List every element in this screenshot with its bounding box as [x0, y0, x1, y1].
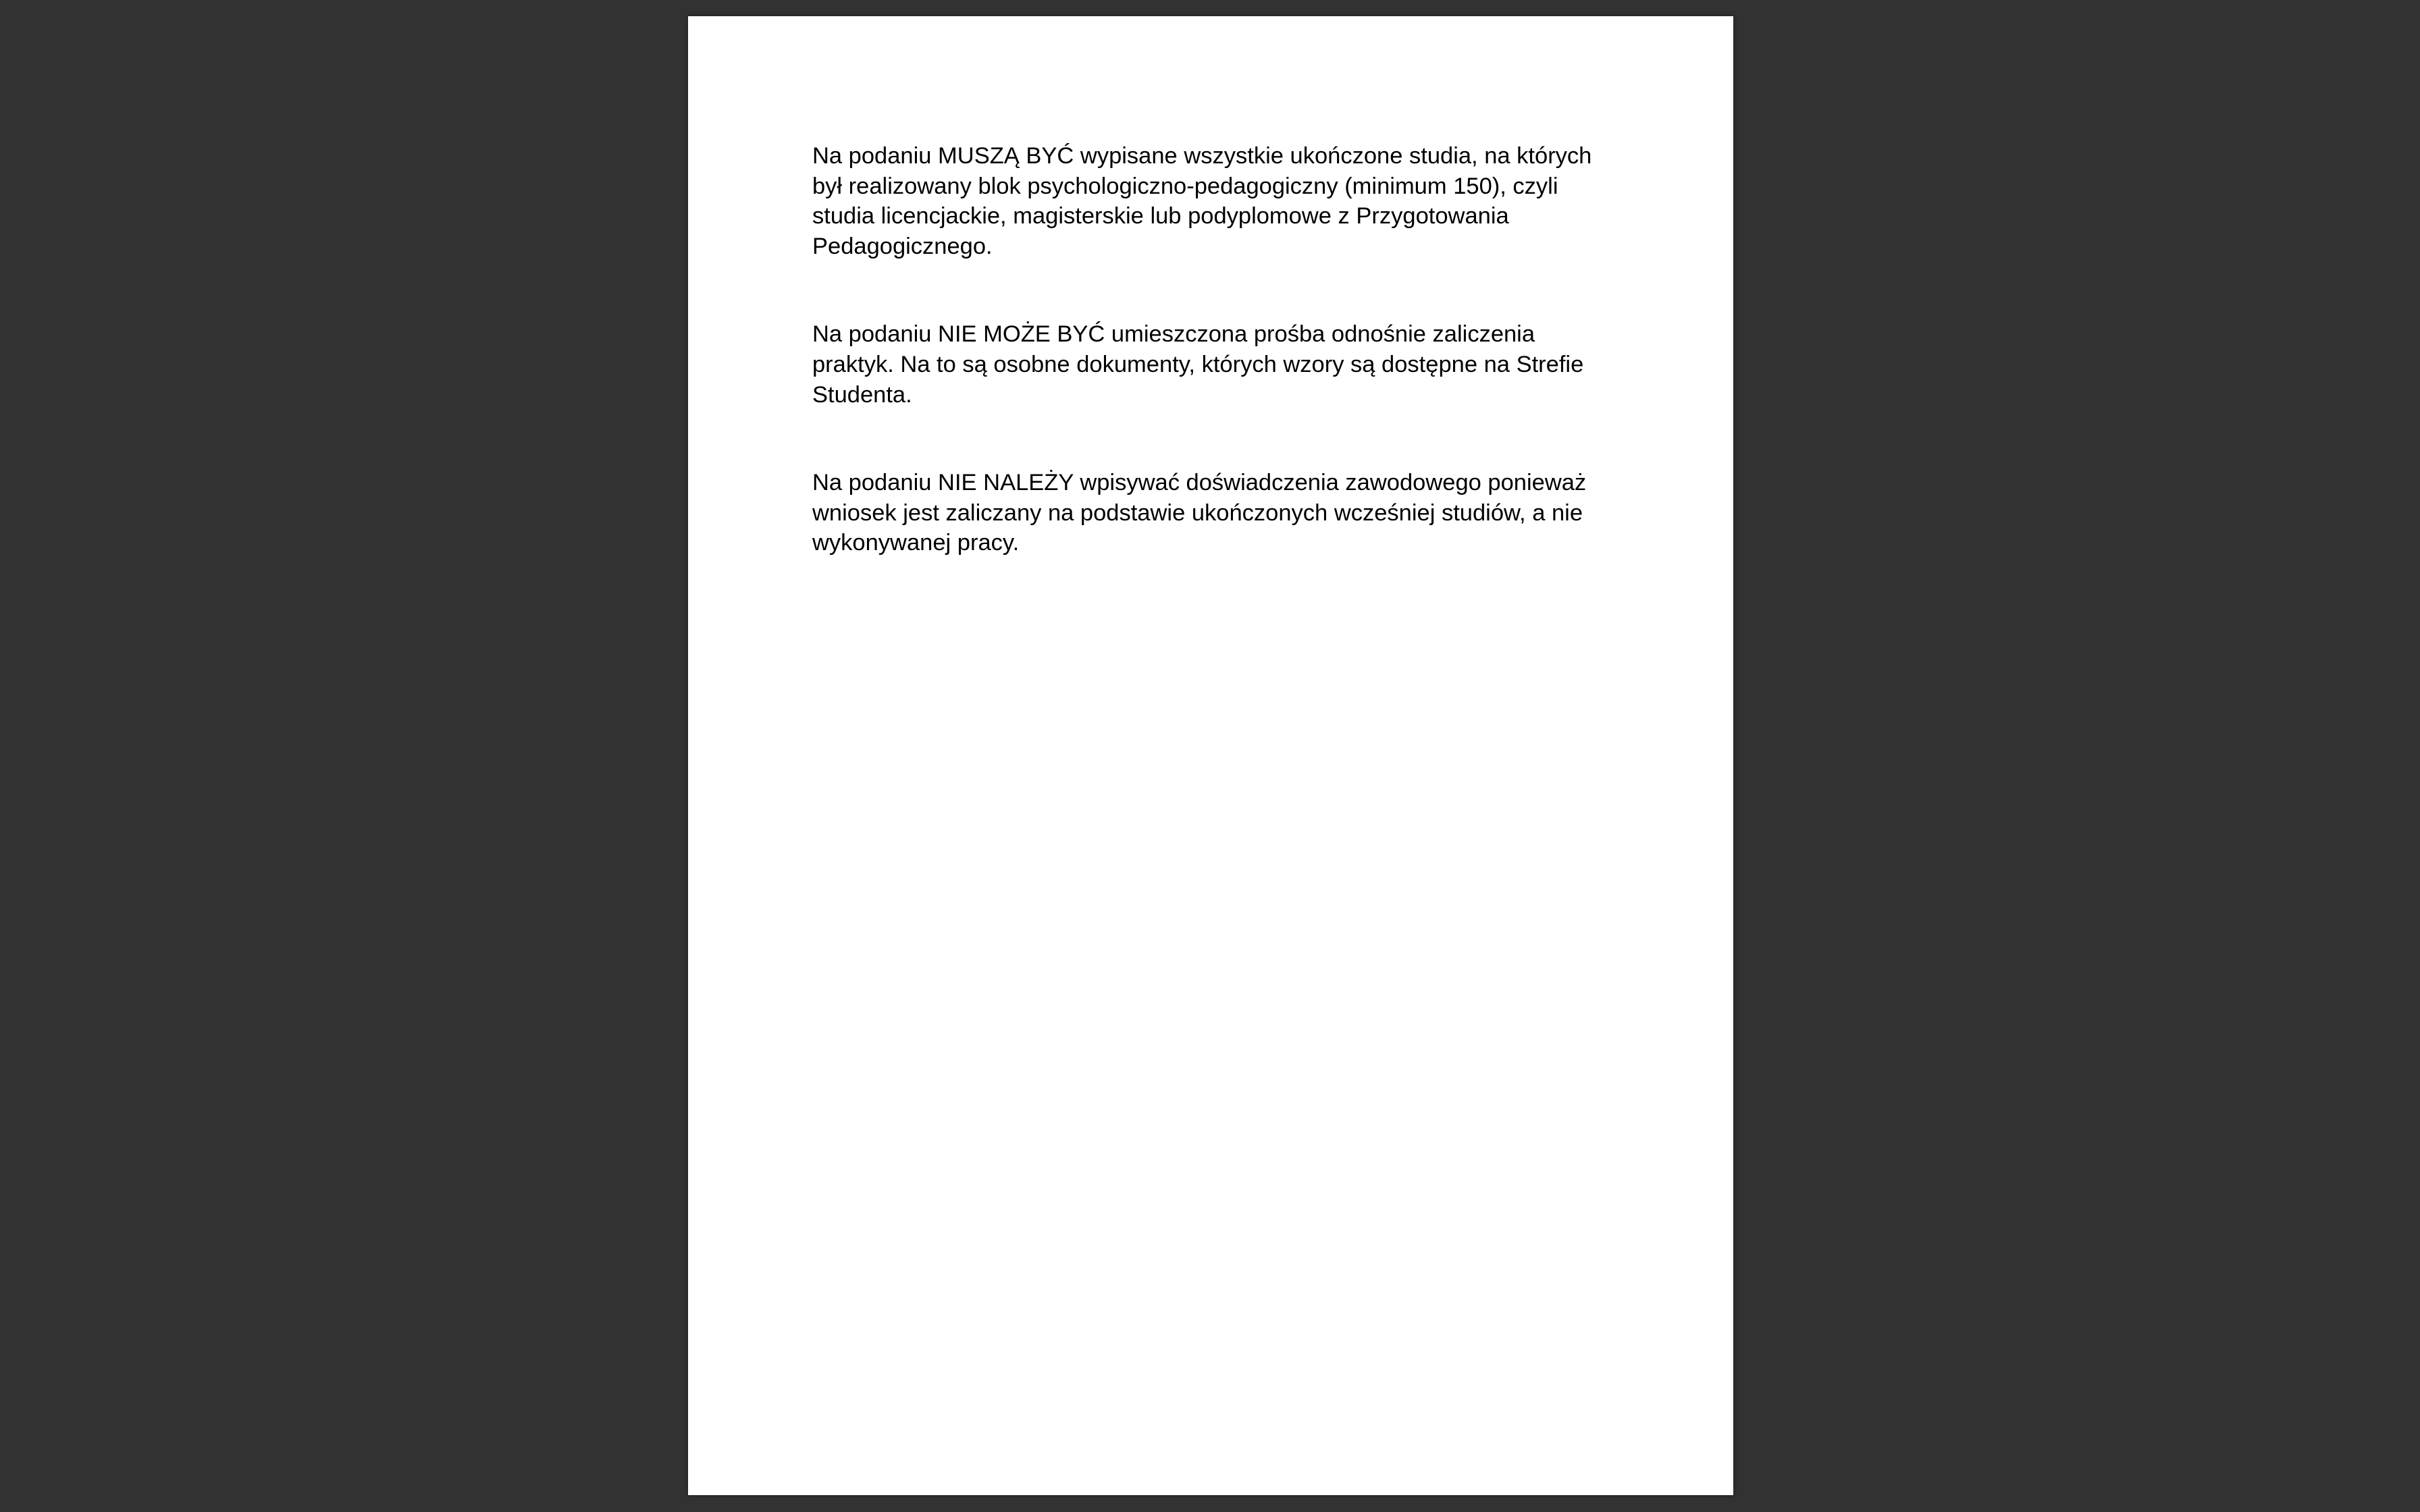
- text-line: studia licencjackie, magisterskie lub podyplomowe z Przygotowania: [812, 203, 1509, 230]
- paragraph-no-work-experience: [812, 468, 1623, 558]
- text-line: Na podaniu NIE NALEŻY wpisywać doświadczenia zawodowego ponieważ: [812, 470, 1587, 496]
- text-line: był realizowany blok psychologiczno-pedagogiczny (minimum 150), czyli: [812, 173, 1558, 199]
- text-line: wykonywanej pracy.: [812, 530, 1020, 556]
- paragraph-required-studies: [812, 141, 1623, 261]
- paragraph-no-internship-request: [812, 319, 1623, 410]
- text-line: Na podaniu MUSZĄ BYĆ wypisane wszystkie ukończone studia, na których: [812, 143, 1592, 169]
- text-line: Studenta.: [812, 381, 912, 408]
- page-content: [812, 141, 1623, 616]
- text-line: praktyk. Na to są osobne dokumenty, których wzory są dostępne na Strefie: [812, 351, 1584, 377]
- text-line: Na podaniu NIE MOŻE BYĆ umieszczona prośba odnośnie zaliczenia: [812, 321, 1535, 348]
- document-page: [688, 16, 1733, 1495]
- text-line: Pedagogicznego.: [812, 233, 993, 259]
- text-line: wniosek jest zaliczany na podstawie ukończonych wcześniej studiów, a nie: [812, 500, 1583, 526]
